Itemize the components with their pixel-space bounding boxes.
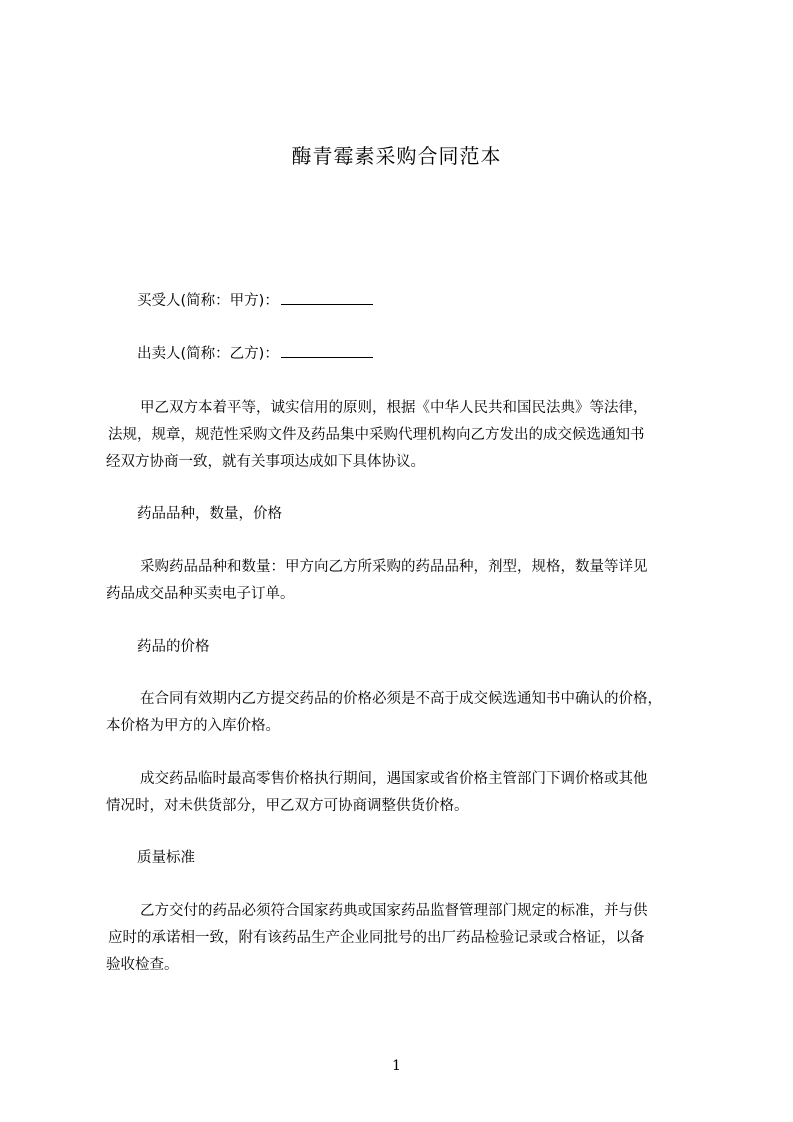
varieties-line-2: 药品成交品种买卖电子订单。 [106,586,295,602]
price-adjust-line-2: 情况时，对未供货部分，甲乙双方可协商调整供货价格。 [106,798,469,814]
seller-line [137,344,373,364]
price-adjust-line-1: 成交药品临时最高零售价格执行期间，遇国家或省价格主管部门下调价格或其他 [140,771,648,787]
intro-line-3: 经双方协商一致，就有关事项达成如下具体协议。 [106,454,425,470]
section-heading-quality: 质量标准 [137,850,195,866]
quality-line-2: 应时的承诺相一致，附有该药品生产企业同批号的出厂药品检验记录或合格证，以备 [108,930,645,946]
seller-blank [281,344,373,358]
varieties-line-1: 采购药品品种和数量：甲方向乙方所采购的药品品种，剂型，规格，数量等详见 [140,559,648,575]
buyer-label: 买受人(简称：甲方)： [137,293,279,309]
intro-line-1: 甲乙双方本着平等，诚实信用的原则，根据《中华人民共和国民法典》等法律， [140,400,648,416]
price-line-2: 本价格为甲方的入库价格。 [106,718,280,734]
price-line-1: 在合同有效期内乙方提交药品的价格必须是不高于成交候选通知书中确认的价格， [140,691,662,707]
intro-line-2: 法规，规章，规范性采购文件及药品集中采购代理机构向乙方发出的成交候选通知书 [108,427,645,443]
document-title: 酶青霉素采购合同范本 [291,144,502,168]
seller-label: 出卖人(简称：乙方)： [137,346,279,362]
page-number: 1 [392,1058,401,1074]
quality-line-1: 乙方交付的药品必须符合国家药典或国家药品监督管理部门规定的标准，并与供 [140,903,648,919]
quality-line-3: 验收检查。 [106,957,179,973]
buyer-blank [281,291,373,305]
buyer-line [137,291,373,311]
section-heading-price: 药品的价格 [137,639,210,655]
section-heading-varieties: 药品品种，数量，价格 [137,506,282,522]
